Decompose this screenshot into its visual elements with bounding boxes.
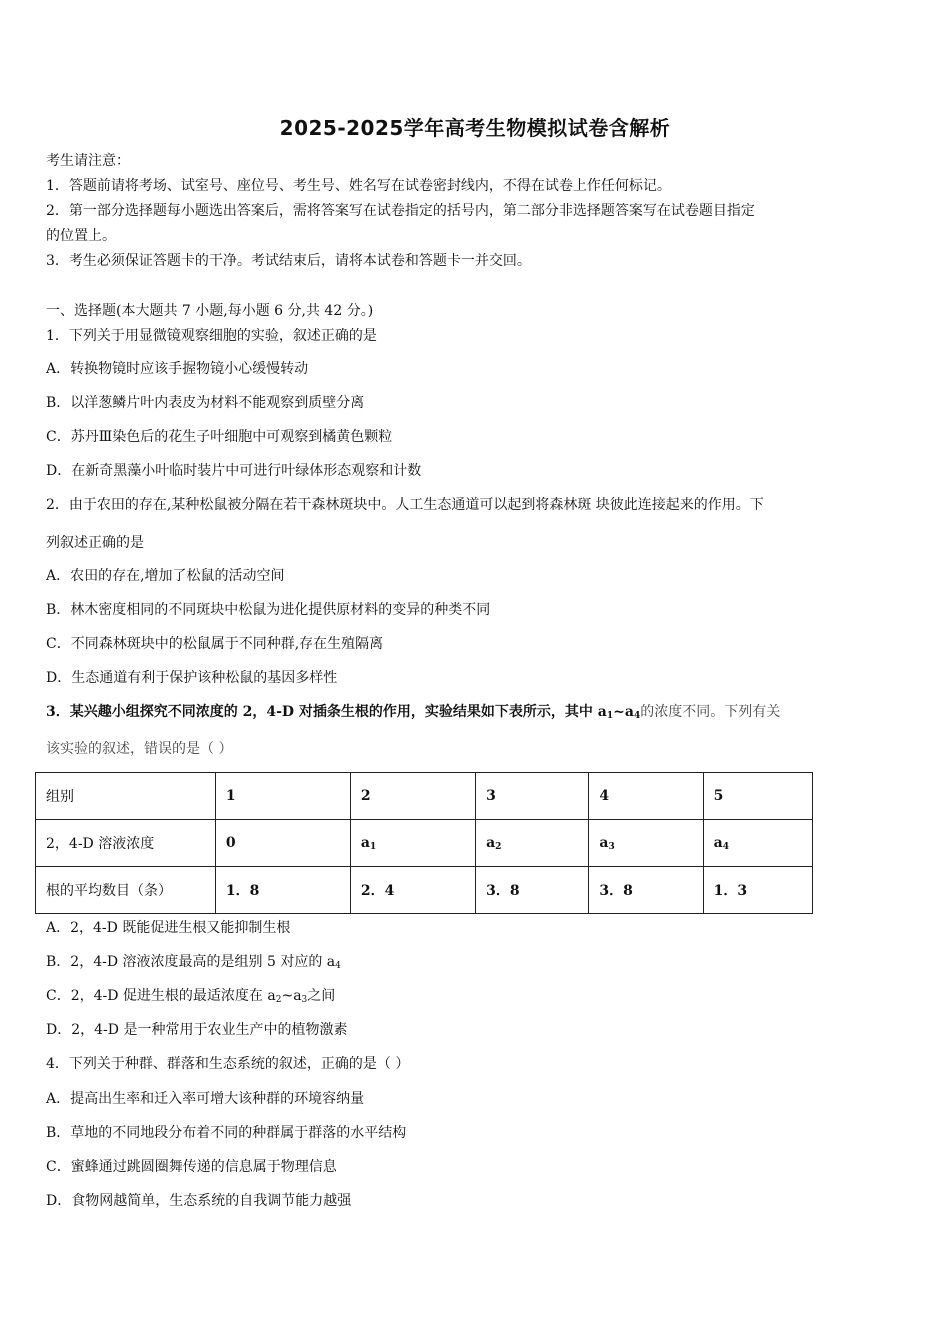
table-cell [703, 820, 812, 867]
table-cell: 1．8 [215, 867, 350, 914]
table-cell: 4 [589, 773, 703, 820]
table-row-concentration [36, 820, 813, 867]
notice-item-2: 2．第一部分选择题每小题选出答案后，需将答案写在试卷指定的括号内，第二部分非选择题答案写在试卷题目指定 [46, 203, 755, 219]
table-cell: 2．4 [350, 867, 475, 914]
q3-stem-sub1: 1 [606, 711, 614, 721]
q4-option-a: A．提高出生率和迁入率可增大该种群的环境容纳量 [46, 1091, 365, 1107]
q3-option-c [46, 987, 335, 1009]
q1-option-d: D．在新奇黑藻小叶临时装片中可进行叶绿体形态观察和计数 [46, 463, 422, 479]
q1-option-c: C．苏丹Ⅲ染色后的花生子叶细胞中可观察到橘黄色颗粒 [46, 429, 393, 445]
q3-option-c-text-c: 之间 [307, 988, 336, 1004]
table-header-cell: 2，4-D 溶液浓度 [36, 820, 216, 867]
q3-option-d: D．2，4-D 是一种常用于农业生产中的植物激素 [46, 1022, 348, 1038]
notice-item-1: 1．答题前请将考场、试室号、座位号、考生号、姓名写在试卷密封线内，不得在试卷上作任何标记。 [46, 178, 671, 194]
q3-option-c-text-b: ~a [281, 988, 302, 1004]
q2-option-b: B．林木密度相同的不同斑块中松鼠为进化提供原材料的变异的种类不同 [46, 602, 491, 618]
cell-symbol: a [486, 834, 496, 851]
notice-item-2-cont: 的位置上。 [46, 228, 116, 244]
table-cell: 1 [215, 773, 350, 820]
q2-option-a: A．农田的存在,增加了松鼠的活动空间 [46, 568, 285, 584]
q4-option-b: B．草地的不同地段分布着不同的种群属于群落的水平结构 [46, 1125, 407, 1141]
q3-option-b-sub: 4 [335, 961, 341, 971]
q3-option-c-sub1: 2 [275, 995, 282, 1005]
table-cell [476, 820, 589, 867]
q3-option-b-text: B．2，4-D 溶液浓度最高的是组别 5 对应的 a [46, 954, 336, 970]
table-header-cell: 根的平均数目（条） [36, 867, 216, 914]
cell-symbol: a [360, 834, 370, 851]
cell-subscript: 4 [722, 841, 729, 852]
table-cell: 1．3 [703, 867, 812, 914]
q3-stem-sub2: 4 [633, 711, 641, 721]
q2-option-d: D．生态通道有利于保护该种松鼠的基因多样性 [46, 670, 338, 686]
q3-option-a: A．2，4-D 既能促进生根又能抑制生根 [46, 920, 291, 936]
q3-option-b [46, 953, 341, 975]
q4-option-c: C．蜜蜂通过跳圆圈舞传递的信息属于物理信息 [46, 1159, 337, 1175]
q2-stem-line2: 列叙述正确的是 [46, 535, 144, 551]
table-header-cell: 组别 [36, 773, 216, 820]
table-row-roots [36, 867, 813, 914]
q3-stem-line1 [46, 703, 780, 725]
q3-data-table [35, 772, 813, 914]
table-cell: 3．8 [476, 867, 589, 914]
section-heading: 一、选择题(本大题共 7 小题,每小题 6 分,共 42 分。) [46, 303, 374, 319]
q1-option-b: B．以洋葱鳞片叶内表皮为材料不能观察到质壁分离 [46, 395, 365, 411]
q4-stem: 4．下列关于种群、群落和生态系统的叙述，正确的是（ ） [46, 1056, 410, 1072]
q4-option-d: D．食物网越简单，生态系统的自我调节能力越强 [46, 1193, 352, 1209]
q3-stem-part-b: ~a [613, 704, 634, 720]
table-cell [589, 820, 703, 867]
q3-option-c-text-a: C．2，4-D 促进生根的最适浓度在 a [46, 988, 276, 1004]
cell-symbol: a [713, 834, 723, 851]
q1-option-a: A．转换物镜时应该手握物镜小心缓慢转动 [46, 361, 309, 377]
page-title: 2025-2025学年高考生物模拟试卷含解析 [279, 116, 671, 140]
q3-stem-line2: 该实验的叙述，错误的是（ ） [46, 741, 233, 757]
table-cell: 3 [476, 773, 589, 820]
cell-subscript: 3 [608, 841, 615, 852]
cell-subscript: 2 [495, 841, 502, 852]
q2-stem-line1: 2．由于农田的存在,某种松鼠被分隔在若干森林斑块中。人工生态通道可以起到将森林斑 块彼此连接起来的作用。下 [46, 497, 764, 513]
q3-stem-part-a: 3．某兴趣小组探究不同浓度的 2，4-D 对插条生根的作用，实验结果如下表所示，其中 a [46, 704, 607, 720]
table-cell: 3．8 [589, 867, 703, 914]
q1-stem: 1．下列关于用显微镜观察细胞的实验，叙述正确的是 [46, 328, 377, 344]
table-cell [350, 820, 475, 867]
table-cell: 2 [350, 773, 475, 820]
q3-option-c-sub2: 3 [301, 995, 308, 1005]
cell-symbol: a [599, 834, 609, 851]
q3-stem-part-c: 的浓度不同。下列有关 [640, 704, 781, 720]
notice-item-3: 3．考生必须保证答题卡的干净。考试结束后，请将本试卷和答题卡一并交回。 [46, 253, 531, 269]
table-cell: 0 [215, 820, 350, 867]
q2-option-c: C．不同森林斑块中的松鼠属于不同种群,存在生殖隔离 [46, 636, 384, 652]
table-row-group [36, 773, 813, 820]
notice-heading: 考生请注意： [46, 153, 130, 169]
cell-subscript: 1 [370, 841, 377, 852]
table-cell: 5 [703, 773, 812, 820]
